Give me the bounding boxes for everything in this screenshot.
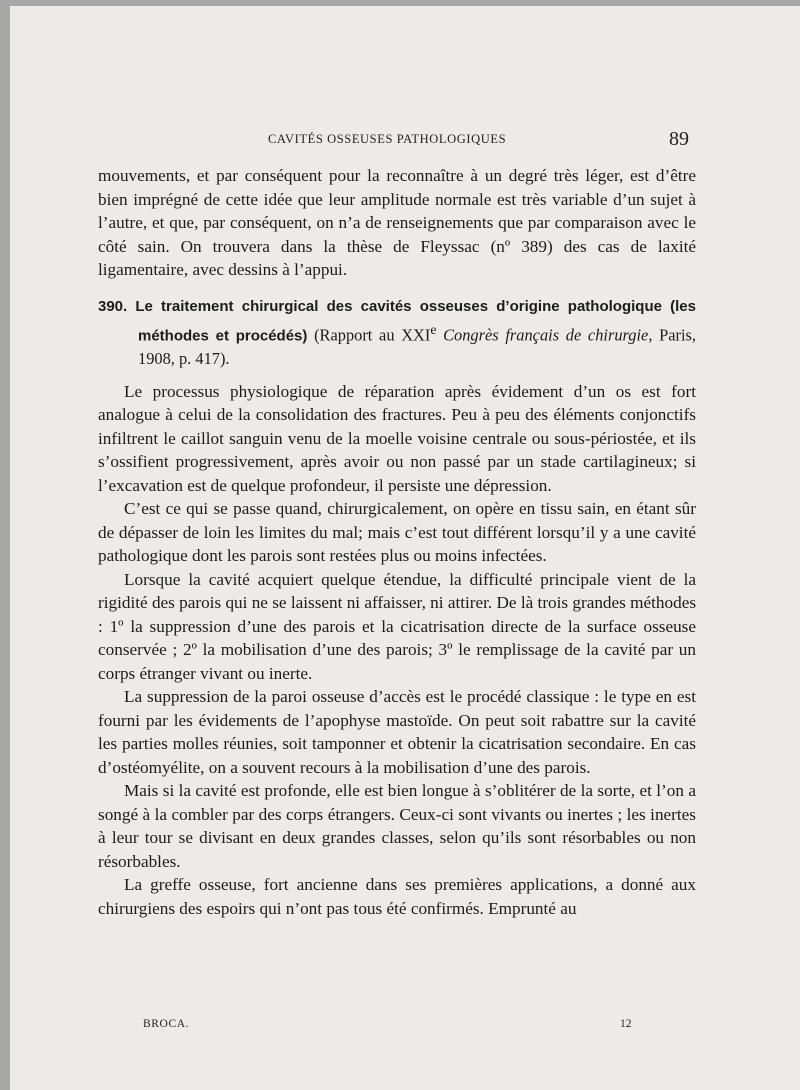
paragraph-6: Mais si la cavité est profonde, elle est bien longue à s’oblitérer de la sorte, et l’on a songé à la combler par des corps étrangers. Ceux-ci sont vivants ou inertes ; les inertes à leur tour se divisant en deux grandes classes, selon qu’ils sont résorbables ou non résorbables. — [98, 781, 696, 871]
page-header — [10, 128, 800, 154]
reference-congress: Congrès français de chirurgie — [443, 324, 649, 344]
reference-title: Le traitement chirurgical des cavités osseuses d’origine pathologique (les méthodes et procédés) — [135, 297, 696, 344]
reference-number: 390. — [98, 297, 128, 315]
book-page — [10, 6, 800, 1090]
running-title: CAVITÉS OSSEUSES PATHOLOGIQUES — [268, 132, 507, 146]
paragraph-2: Le processus physiologique de réparation après évidement d’un os est fort analogue à celui de la consolidation des fractures. Peu à peu des éléments conjonctifs infiltrent le caillot sanguin venu de la moelle voisine centrale ou sous-périostée, et ils s’ossifient progressivement, après avoir ou non passé par un stade cartilagineux; si l’excavation est de quelque profondeur, il persiste une dépression. — [98, 381, 696, 495]
paragraph-4: Lorsque la cavité acquiert quelque étendue, la difficulté principale vient de la rigidité des parois qui ne se laissent ni affaisser, ni attirer. De là trois grandes méthodes : 1º la suppression d’une des parois et la cicatrisation directe de la surface osseuse conservée ; 2º la mobilisation d’une des parois; 3º le remplissage de la cavité par un corps étranger vivant ou inerte. — [98, 569, 697, 683]
page-body — [98, 164, 696, 920]
sheet-number: 12 — [620, 1018, 632, 1030]
paragraph-7: La greffe osseuse, fort ancienne dans ses premières applications, a donné aux chirurgiens des espoirs qui n’ont pas tous été confirmés. Emprunté au — [98, 875, 696, 918]
paragraph-5: La suppression de la paroi osseuse d’accès est le procédé classique : le type en est fourni par les évidements de l’apophyse mastoïde. On peut soit rabattre sur la cavité les parties molles réunies, soit tamponner et obtenir la cicatrisation secondaire. En cas d’ostéomyélite, on a souvent recours à la mobilisation d’une des parois. — [98, 687, 696, 777]
paragraph-1: mouvements, et par conséquent pour la reconnaître à un degré très léger, est d’être bien imprégné de cette idée que leur amplitude normale est très variable d’un sujet à l’autre, et que, par conséquent, on n’a de renseignements que par comparaison avec le côté sain. On trouvera dans la thèse de Fleyssac (nº 389) des cas de laxité ligamentaire, avec dessins à l’appui. — [98, 166, 696, 279]
reference-390 — [98, 294, 696, 370]
paragraph-3: C’est ce qui se passe quand, chirurgicalement, on opère en tissu sain, en étant sûr de dépasser de loin les limites du mal; mais c’est tout différent lorsqu’il y a une cavité pathologique dont les parois sont restées plus ou moins infectées. — [98, 499, 696, 566]
signature-mark: BROCA. — [143, 1018, 190, 1030]
page-number: 89 — [669, 128, 689, 150]
page-footer — [10, 1016, 800, 1036]
reference-pre: (Rapport au XXI — [307, 324, 431, 344]
reference-sup: e — [430, 321, 437, 337]
reference-post: , Paris, 1908, p. 417). — [138, 324, 696, 368]
